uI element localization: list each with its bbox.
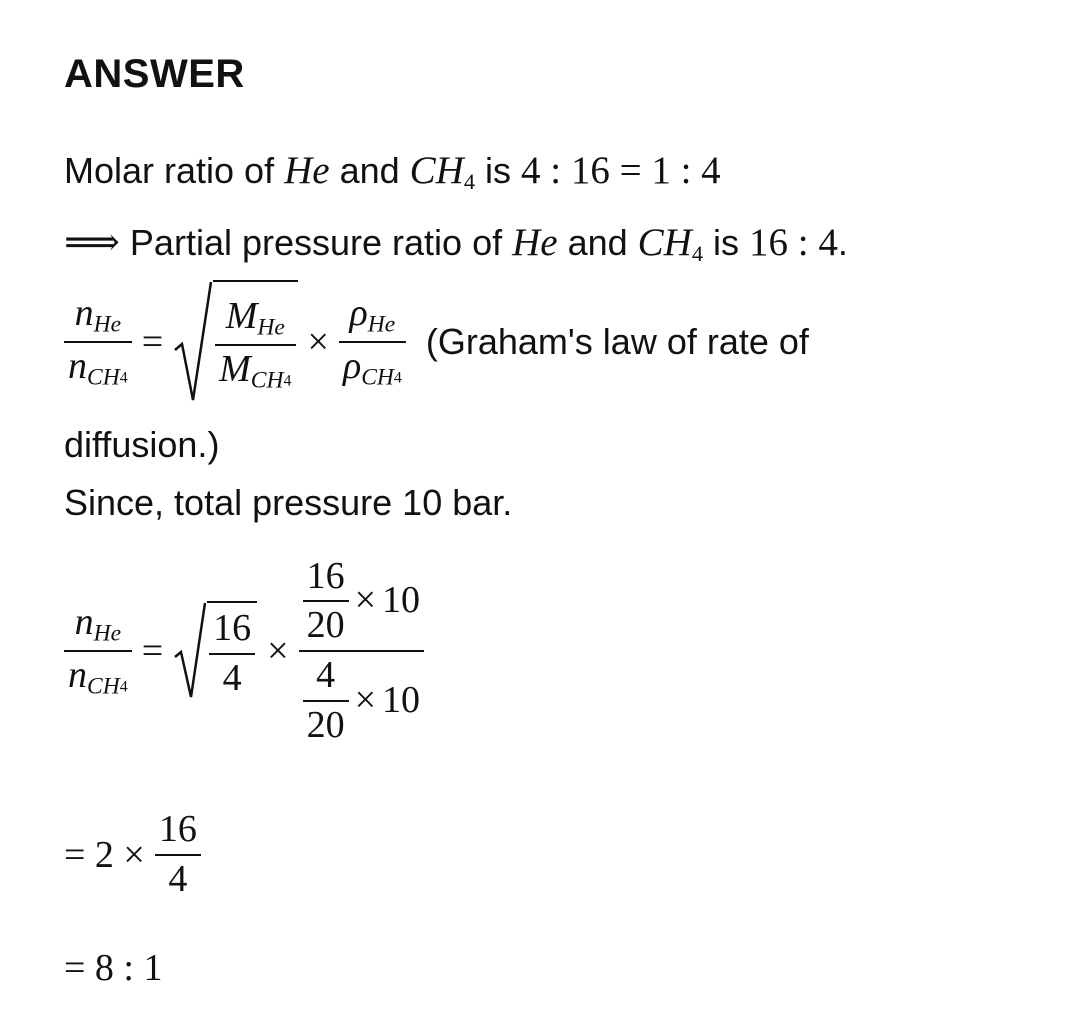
- ch-subscript: CH: [361, 364, 394, 391]
- four-subscript: 4: [393, 369, 402, 387]
- radical-sign-icon: [173, 601, 207, 701]
- pressure-compound-fraction: [299, 555, 424, 748]
- n-symbol: n: [74, 601, 94, 644]
- sixteen-over-four-fraction: [155, 808, 201, 901]
- fraction-denominator: 4: [168, 858, 188, 900]
- simplified-equation: [64, 806, 201, 904]
- sqrt-molar-mass: [173, 280, 297, 404]
- is-text: is: [474, 150, 521, 191]
- ten-value: 10: [382, 678, 421, 721]
- ratio-substitution-equation: [64, 548, 424, 754]
- molar-mass-fraction: [215, 295, 295, 394]
- period: .: [837, 222, 848, 263]
- he-subscript: He: [93, 311, 122, 338]
- answer-heading: ANSWER: [64, 52, 245, 96]
- he-subscript: He: [257, 314, 285, 341]
- four-subscript: 4: [119, 678, 128, 696]
- rho-symbol: ρ: [342, 345, 362, 387]
- diffusion-text: diffusion.): [64, 424, 220, 465]
- n-symbol: n: [74, 292, 94, 335]
- top-inner-fraction: [303, 555, 349, 648]
- final-result: [64, 946, 163, 990]
- molar-ratio-value: 4 : 16 = 1 : 4: [521, 149, 721, 192]
- is-text: is: [703, 222, 750, 263]
- partial-pressure-prefix: Partial pressure ratio of: [119, 222, 513, 263]
- implies-arrow-icon: ⟹: [64, 221, 120, 264]
- bottom-inner-denominator: 20: [306, 703, 345, 746]
- and-text: and: [557, 222, 638, 263]
- and-text: and: [329, 150, 410, 191]
- he-symbol: He: [512, 221, 558, 264]
- grahams-law-equation: [64, 278, 809, 406]
- ch4-symbol: CH: [409, 149, 464, 192]
- n-symbol: n: [68, 654, 87, 696]
- final-ratio: = 8 : 1: [64, 947, 163, 989]
- sqrt-numerator: 16: [213, 607, 252, 650]
- n-symbol: n: [68, 345, 87, 387]
- he-subscript: He: [93, 620, 122, 647]
- n-ratio-fraction: [64, 292, 132, 391]
- top-inner-numerator: 16: [306, 554, 345, 597]
- ch4-symbol: CH: [637, 221, 692, 264]
- equals-sign: =: [141, 630, 164, 672]
- times-sign: ×: [354, 678, 377, 721]
- partial-pressure-ratio-value: 16 : 4: [749, 221, 838, 264]
- n-ratio-fraction: [64, 601, 132, 700]
- times-sign: ×: [307, 321, 329, 363]
- ch4-subscript: 4: [691, 241, 703, 267]
- he-symbol: He: [284, 149, 330, 192]
- sqrt-fraction: [209, 607, 255, 700]
- times-sign: ×: [267, 630, 289, 672]
- times-sign: ×: [354, 579, 377, 622]
- bottom-inner-fraction: [303, 654, 349, 747]
- radical-sign-icon: [173, 280, 213, 404]
- m-symbol: M: [219, 348, 251, 390]
- grahams-law-note: (Graham's law of rate of: [425, 321, 809, 362]
- ch-subscript: CH: [87, 364, 120, 391]
- two-times-prefix: = 2 ×: [64, 834, 145, 876]
- ch-subscript: CH: [250, 367, 284, 394]
- top-inner-denominator: 20: [306, 604, 345, 647]
- ten-value: 10: [382, 579, 421, 622]
- partial-pressure-line: [64, 220, 848, 267]
- m-symbol: M: [225, 295, 258, 338]
- sqrt-sixteen-over-four: [173, 601, 257, 701]
- bottom-inner-numerator: 4: [316, 654, 336, 696]
- density-fraction: [339, 292, 406, 391]
- he-subscript: He: [367, 311, 396, 338]
- ch-subscript: CH: [87, 673, 120, 700]
- fraction-numerator: 16: [158, 808, 197, 851]
- molar-ratio-line: [64, 148, 721, 195]
- total-pressure-text: Since, total pressure 10 bar.: [64, 482, 513, 523]
- four-subscript: 4: [283, 372, 292, 390]
- sqrt-denominator: 4: [222, 657, 242, 699]
- four-subscript: 4: [119, 369, 128, 387]
- ch4-subscript: 4: [463, 169, 475, 195]
- molar-ratio-prefix: Molar ratio of: [64, 150, 285, 191]
- rho-symbol: ρ: [349, 292, 368, 335]
- equals-sign: =: [141, 321, 164, 363]
